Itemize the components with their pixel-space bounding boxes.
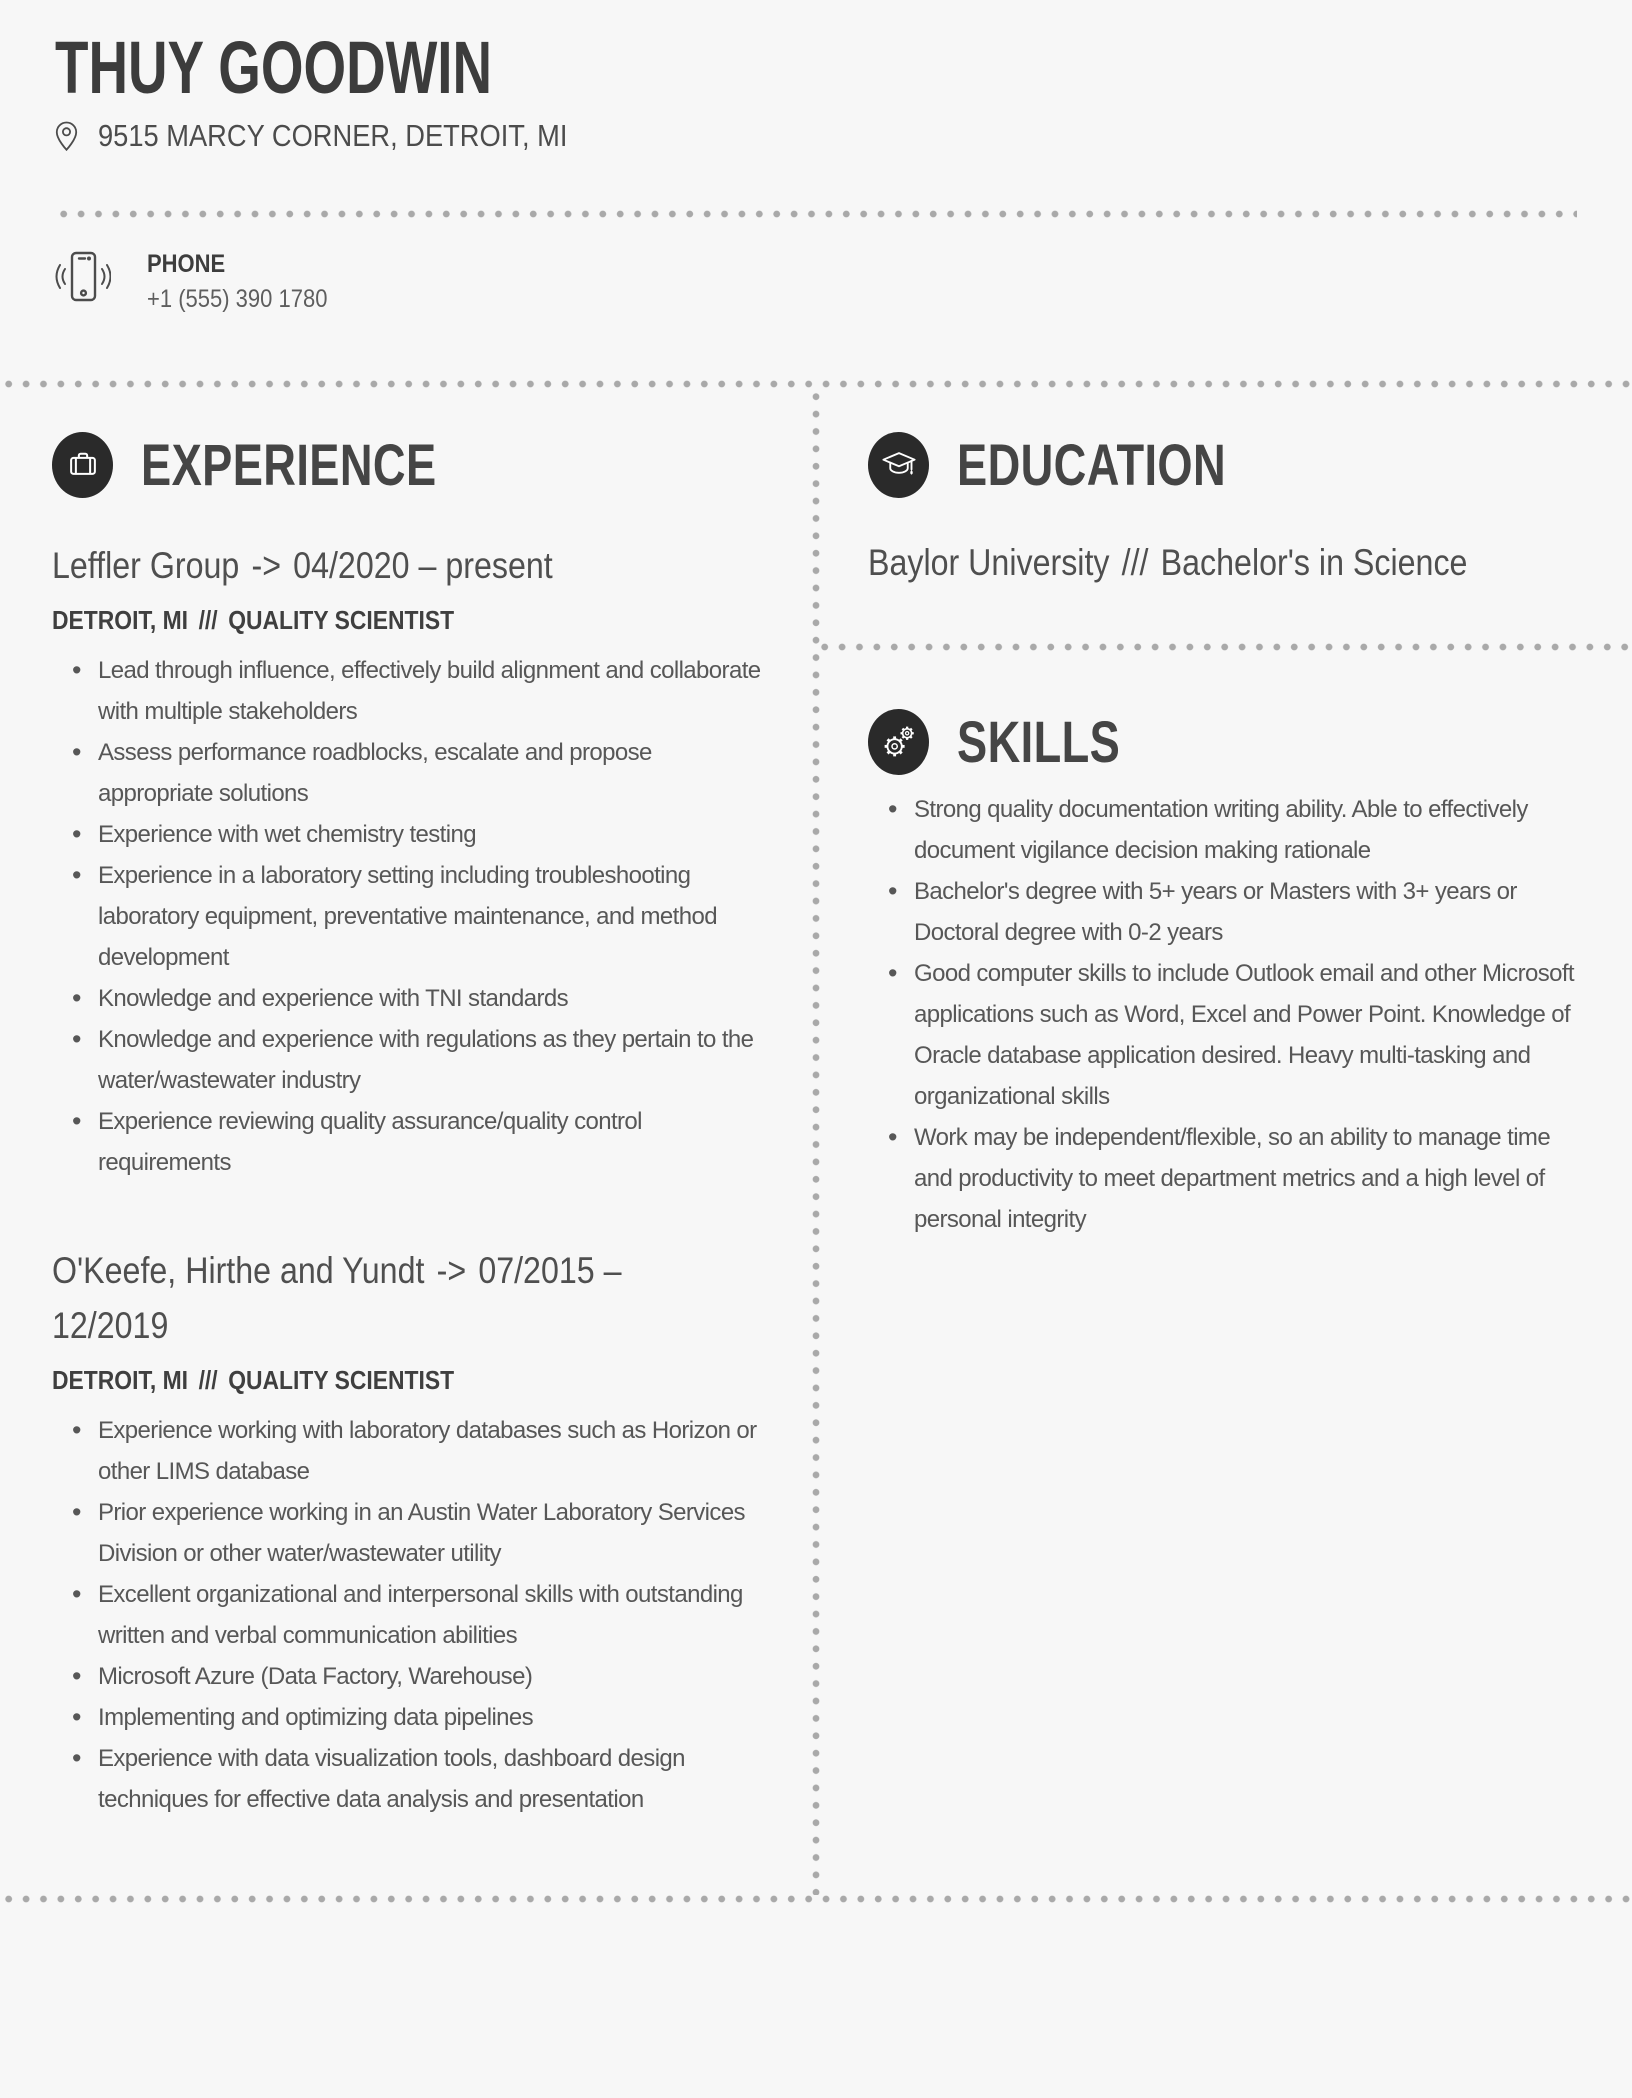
- education-separator: ///: [1121, 542, 1149, 583]
- job-title: [52, 538, 694, 593]
- job-bullet: • Assess performance roadblocks, escalate and propose appropriate solutions: [52, 732, 764, 814]
- job-entry: [52, 538, 790, 1183]
- job-location: DETROIT, MI: [52, 1365, 189, 1395]
- job-entry: [52, 1243, 790, 1820]
- skills-bullet-list: [868, 789, 1606, 1240]
- job-bullet: • Experience working with laboratory databases such as Horizon or other LIMS database: [52, 1410, 764, 1492]
- education-degree: Bachelor's in Science: [1160, 542, 1468, 583]
- job-role: QUALITY SCIENTIST: [228, 1365, 455, 1395]
- skills-header: [868, 709, 1606, 775]
- education-header: [868, 432, 1606, 498]
- divider-top: [0, 380, 1632, 388]
- job-bullet: • Lead through influence, effectively build alignment and collaborate with multiple stakeholders: [52, 650, 764, 732]
- job-arrow: ->: [251, 545, 282, 586]
- job-dates: 07/2015 – 12/2019: [52, 1250, 622, 1346]
- divider-header: [55, 210, 1577, 218]
- job-dates: 04/2020 – present: [293, 545, 553, 586]
- experience-header: [52, 432, 790, 498]
- skill-bullet: • Bachelor's degree with 5+ years or Masters with 3+ years or Doctoral degree with 0-2 years: [868, 871, 1580, 953]
- job-separator: ///: [198, 1365, 218, 1395]
- job-company: Leffler Group: [52, 545, 240, 586]
- gears-icon: [868, 709, 929, 775]
- address-row: [55, 118, 1632, 154]
- job-bullet: • Knowledge and experience with TNI standards: [52, 978, 764, 1019]
- experience-title: EXPERIENCE: [141, 432, 437, 498]
- education-entry: [868, 540, 1510, 585]
- job-bullet: • Microsoft Azure (Data Factory, Warehouse): [52, 1656, 764, 1697]
- experience-column: [0, 388, 816, 1895]
- skills-title: SKILLS: [957, 709, 1121, 775]
- job-bullet: • Experience in a laboratory setting including troubleshooting laboratory equipment, preventative maintenance, and method development: [52, 855, 764, 978]
- divider-vertical: [812, 388, 820, 1895]
- divider-bottom: [0, 1895, 1632, 1903]
- header: [0, 0, 1632, 154]
- address-text: 9515 MARCY CORNER, DETROIT, MI: [98, 118, 568, 153]
- phone-label: PHONE: [147, 250, 226, 278]
- job-bullet: • Knowledge and experience with regulations as they pertain to the water/wastewater industry: [52, 1019, 764, 1101]
- job-bullet-list: [52, 1410, 790, 1820]
- job-bullet: • Experience with data visualization tools, dashboard design techniques for effective data analysis and presentation: [52, 1738, 764, 1820]
- education-title: EDUCATION: [957, 432, 1227, 498]
- job-bullet-list: [52, 650, 790, 1183]
- skill-bullet: • Work may be independent/flexible, so an ability to manage time and productivity to meet department metrics and a high level of personal integrity: [868, 1117, 1580, 1240]
- job-subtitle: [52, 605, 701, 636]
- job-role: QUALITY SCIENTIST: [228, 605, 455, 635]
- graduation-cap-icon: [868, 432, 929, 498]
- phone-block: [55, 248, 1632, 318]
- skill-bullet: • Good computer skills to include Outlook email and other Microsoft applications such as Word, Excel and Power Point. Knowledge of Oracle database application desired. Heavy multi-tasking and organizational skills: [868, 953, 1580, 1117]
- education-school: Baylor University: [868, 542, 1110, 583]
- job-bullet: • Experience reviewing quality assurance/quality control requirements: [52, 1101, 764, 1183]
- job-location: DETROIT, MI: [52, 605, 189, 635]
- skill-bullet: • Strong quality documentation writing ability. Able to effectively document vigilance decision making rationale: [868, 789, 1580, 871]
- person-name: THUY GOODWIN: [55, 26, 493, 109]
- job-subtitle: [52, 1365, 701, 1396]
- job-bullet: • Prior experience working in an Austin Water Laboratory Services Division or other water/wastewater utility: [52, 1492, 764, 1574]
- briefcase-icon: [52, 432, 113, 498]
- location-pin-icon: [55, 121, 78, 152]
- job-title: [52, 1243, 694, 1353]
- job-bullet: • Excellent organizational and interpersonal skills with outstanding written and verbal communication abilities: [52, 1574, 764, 1656]
- job-arrow: ->: [436, 1250, 467, 1291]
- education-skills-column: [816, 388, 1632, 1895]
- job-company: O'Keefe, Hirthe and Yundt: [52, 1250, 425, 1291]
- divider-education: [816, 643, 1632, 651]
- phone-icon: [55, 248, 111, 312]
- phone-text: [147, 248, 352, 318]
- main-content: [0, 388, 1632, 1895]
- job-bullet: • Implementing and optimizing data pipelines: [52, 1697, 764, 1738]
- phone-value: +1 (555) 390 1780: [147, 285, 328, 313]
- job-separator: ///: [198, 605, 218, 635]
- job-bullet: • Experience with wet chemistry testing: [52, 814, 764, 855]
